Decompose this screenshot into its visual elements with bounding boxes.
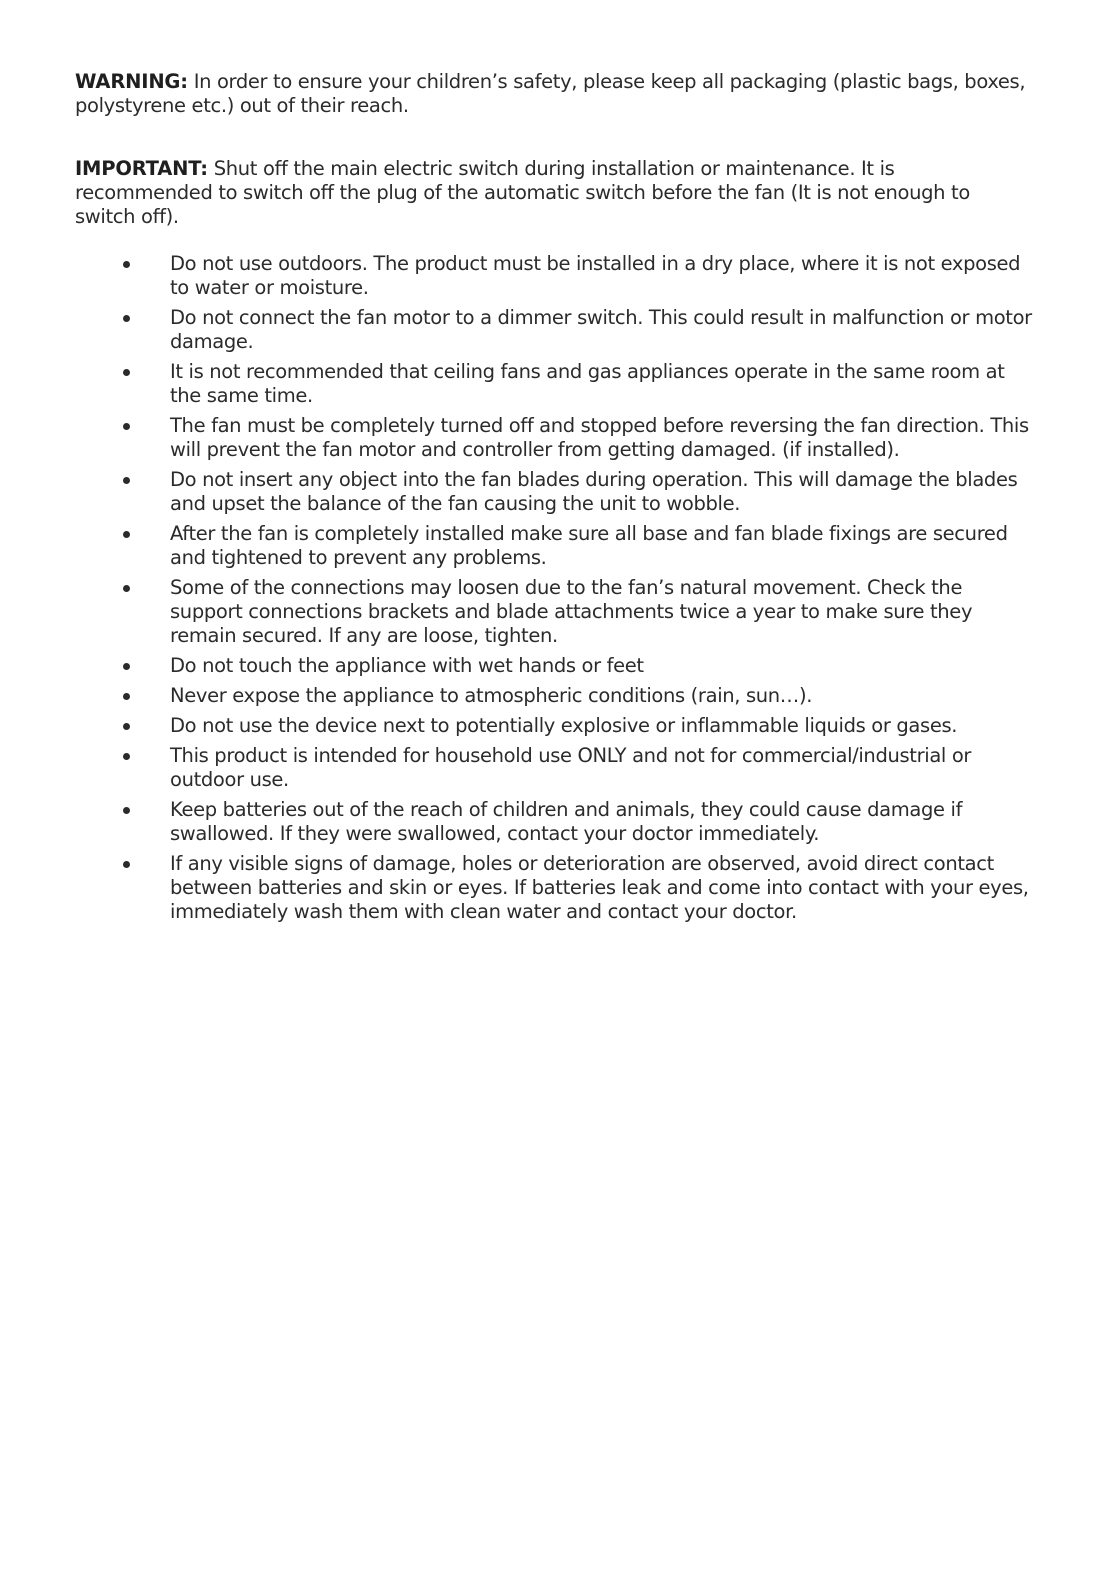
bullet-icon xyxy=(123,261,130,268)
list-item xyxy=(75,468,1035,516)
list-item xyxy=(75,360,1035,408)
document-page xyxy=(75,70,1035,930)
bullet-icon xyxy=(123,861,130,868)
list-item xyxy=(75,414,1035,462)
bullet-icon xyxy=(123,723,130,730)
list-item-text: After the fan is completely installed make sure all base and fan blade fixings are secured and tightened to prevent any problems. xyxy=(170,522,1008,569)
list-item-text: Never expose the appliance to atmospheric conditions (rain, sun…). xyxy=(170,684,813,707)
list-item-text: It is not recommended that ceiling fans and gas appliances operate in the same room at the same time. xyxy=(170,360,1005,407)
list-item-text: Do not touch the appliance with wet hands or feet xyxy=(170,654,644,677)
list-item-text: Do not insert any object into the fan blades during operation. This will damage the blades and upset the balance of the fan causing the unit to wobble. xyxy=(170,468,1018,515)
bullet-icon xyxy=(123,807,130,814)
important-label: IMPORTANT: xyxy=(75,157,208,180)
list-item-text: This product is intended for household use ONLY and not for commercial/industrial or outdoor use. xyxy=(170,744,972,791)
important-paragraph xyxy=(75,157,1035,229)
bullet-icon xyxy=(123,585,130,592)
important-text: Shut off the main electric switch during installation or maintenance. It is recommended to switch off the plug of the automatic switch before the fan (It is not enough to switch off). xyxy=(75,157,970,228)
list-item-text: Some of the connections may loosen due to the fan’s natural movement. Check the support connections brackets and blade attachments twice a year to make sure they remain secured. If any are loose, tighten. xyxy=(170,576,973,647)
bullet-icon xyxy=(123,663,130,670)
list-item xyxy=(75,306,1035,354)
list-item xyxy=(75,654,1035,678)
warning-text: In order to ensure your children’s safety, please keep all packaging (plastic bags, boxes, polystyrene etc.) out of their reach. xyxy=(75,70,1026,117)
list-item-text: Do not use outdoors. The product must be installed in a dry place, where it is not exposed to water or moisture. xyxy=(170,252,1021,299)
list-item-text: Keep batteries out of the reach of children and animals, they could cause damage if swallowed. If they were swallowed, contact your doctor immediately. xyxy=(170,798,963,845)
bullet-icon xyxy=(123,531,130,538)
list-item xyxy=(75,714,1035,738)
list-item xyxy=(75,744,1035,792)
bullet-icon xyxy=(123,753,130,760)
list-item-text: If any visible signs of damage, holes or deterioration are observed, avoid direct contact between batteries and skin or eyes. If batteries leak and come into contact with your eyes, immediately wash them with clean water and contact your doctor. xyxy=(170,852,1029,923)
list-item xyxy=(75,576,1035,648)
list-item-text: The fan must be completely turned off and stopped before reversing the fan direction. This will prevent the fan motor and controller from getting damaged. (if installed). xyxy=(170,414,1029,461)
list-item xyxy=(75,522,1035,570)
list-item-text: Do not connect the fan motor to a dimmer switch. This could result in malfunction or motor damage. xyxy=(170,306,1032,353)
bullet-icon xyxy=(123,423,130,430)
bullet-icon xyxy=(123,369,130,376)
safety-rules-list xyxy=(75,252,1035,924)
warning-label: WARNING: xyxy=(75,70,188,93)
list-item xyxy=(75,252,1035,300)
list-item-text: Do not use the device next to potentially explosive or inflammable liquids or gases. xyxy=(170,714,958,737)
warning-paragraph xyxy=(75,70,1035,118)
list-item xyxy=(75,852,1035,924)
bullet-icon xyxy=(123,315,130,322)
bullet-icon xyxy=(123,693,130,700)
bullet-icon xyxy=(123,477,130,484)
list-item xyxy=(75,684,1035,708)
list-item xyxy=(75,798,1035,846)
